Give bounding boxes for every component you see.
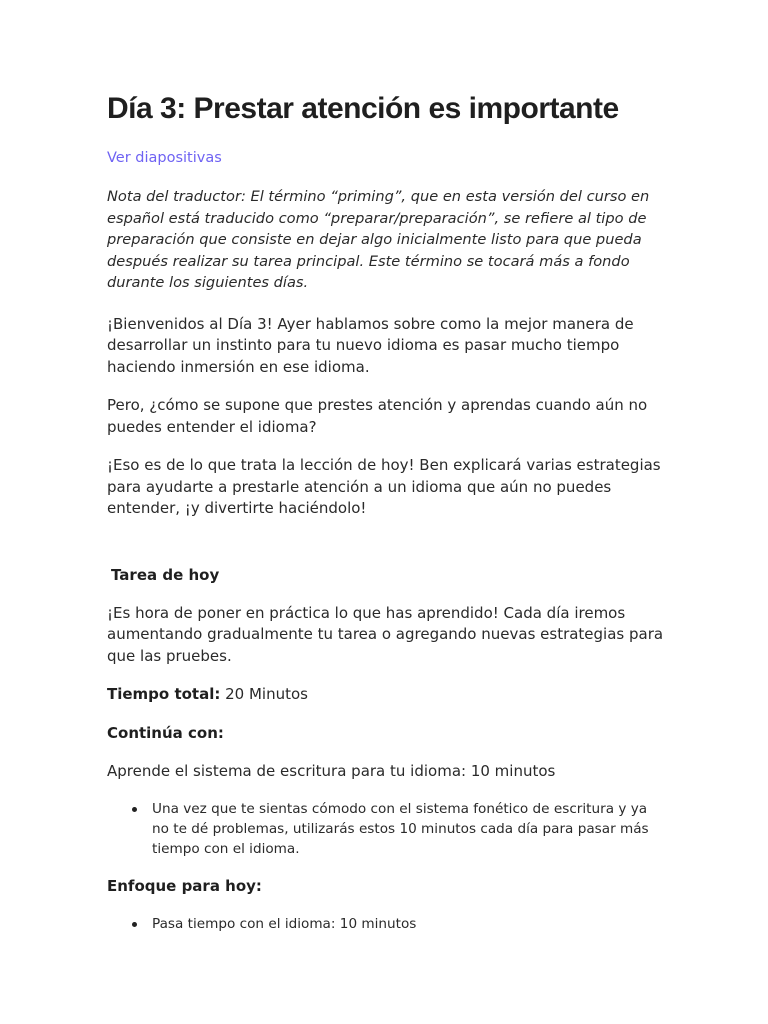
view-slides-link[interactable]: Ver diapositivas xyxy=(107,150,222,166)
continue-text: Aprende el sistema de escritura para tu idioma: 10 minutos xyxy=(107,762,556,780)
intro-paragraph-2: Pero, ¿cómo se supone que prestes atención y aprendas cuando aún no puedes entender el idioma? xyxy=(107,396,648,436)
total-time xyxy=(107,684,667,706)
lesson-content xyxy=(107,86,667,934)
total-time-label: Tiempo total: xyxy=(107,685,221,703)
intro-paragraph-1: ¡Bienvenidos al Día 3! Ayer hablamos sobre como la mejor manera de desarrollar un instinto para tu nuevo idioma es pasar mucho tiempo haciendo inmersión en ese idioma. xyxy=(107,314,634,376)
continue-label-text: Continúa con: xyxy=(107,723,224,742)
list-item: Una vez que te sientas cómodo con el sistema fonético de escritura y ya no te dé problemas, utilizarás estos 10 minutos cada día para pasar más tiempo con el idioma. xyxy=(152,799,667,859)
focus-label-text: Enfoque para hoy: xyxy=(107,876,262,895)
task-heading: Tarea de hoy xyxy=(111,565,220,584)
intro-paragraph-3: ¡Eso es de lo que trata la lección de hoy! Ben explicará varias estrategias para ayudarte a prestarle atención a un idioma que aún no puedes entender, ¡y divertirte haciéndolo! xyxy=(107,456,661,517)
page-title: Día 3: Prestar atención es importante xyxy=(107,92,619,125)
continue-label xyxy=(107,723,667,745)
focus-bullet-list xyxy=(107,914,667,934)
total-time-value: 20 Minutos xyxy=(220,685,308,703)
focus-label xyxy=(107,876,667,898)
continue-bullet-list xyxy=(107,799,667,859)
task-intro: ¡Es hora de poner en práctica lo que has aprendido! Cada día iremos aumentando gradualmente tu tarea o agregando nuevas estrategias para que las pruebes. xyxy=(107,603,664,665)
translator-note: Nota del traductor: El término “priming”, que en esta versión del curso en español está traducido como “preparar/preparación”, se refiere al tipo de preparación que consiste en dejar algo inicialmente listo para que pueda después realizar su tarea principal. Este término se tocará más a fondo durante los siguientes días. xyxy=(107,188,650,291)
list-item: Pasa tiempo con el idioma: 10 minutos xyxy=(152,914,667,934)
